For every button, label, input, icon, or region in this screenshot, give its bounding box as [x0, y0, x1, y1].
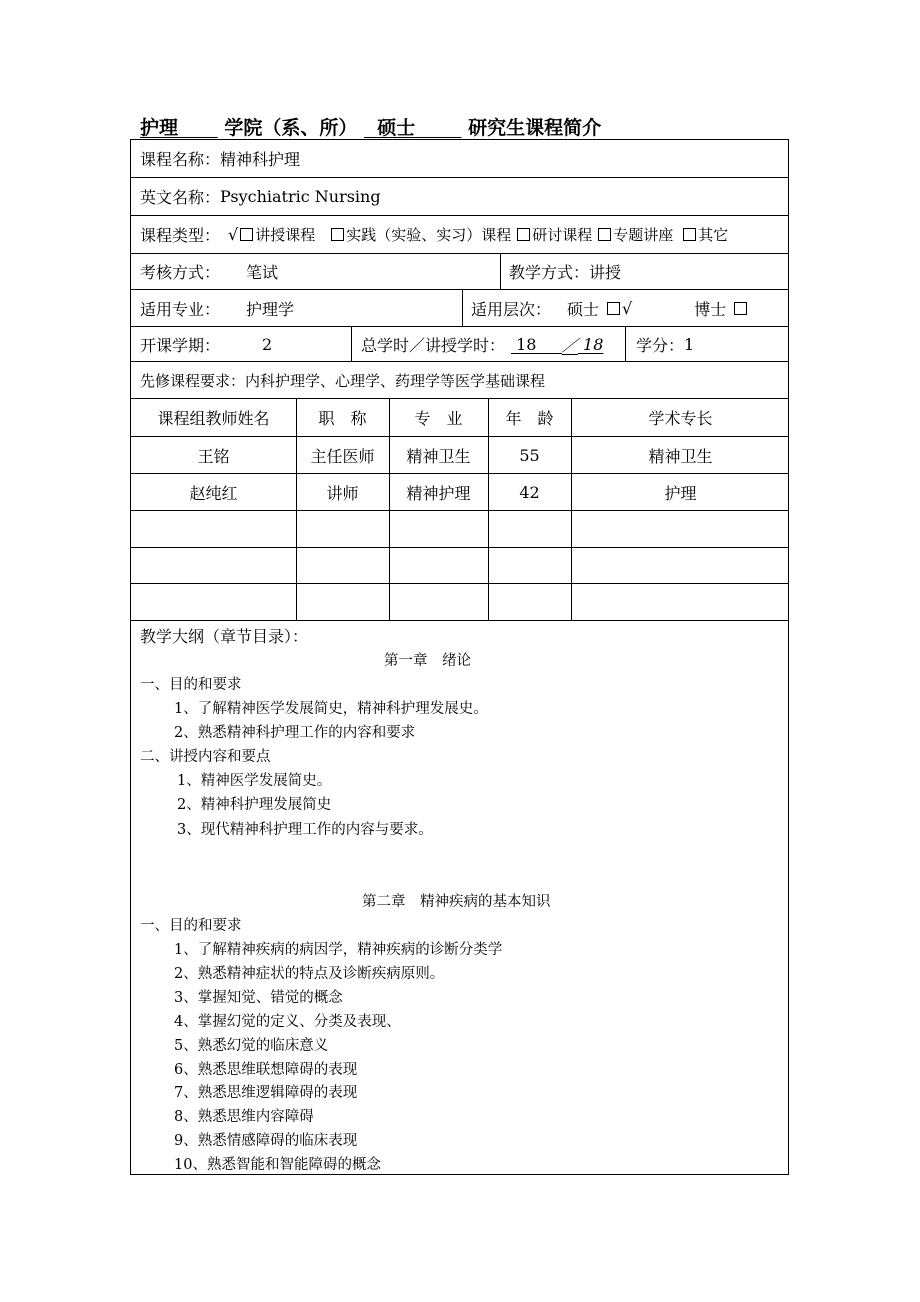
checkbox-practice[interactable]: [331, 228, 344, 241]
table-cell: [571, 548, 790, 583]
table-cell: 讲师: [326, 483, 359, 503]
title-degree-line: [364, 117, 462, 139]
course-name-label: 课程名称：: [140, 150, 221, 169]
table-header-cell: 学术专长: [648, 409, 713, 428]
ch1-goal-heading: 一、目的和要求: [140, 677, 242, 693]
table-cell: [131, 548, 296, 583]
title-school: 护理: [140, 117, 179, 139]
table-cell: [131, 511, 296, 547]
table-cell: 王铭: [197, 446, 230, 466]
course-name-value: 精神科护理: [220, 150, 301, 169]
english-name-value: Psychiatric Nursing: [220, 187, 381, 206]
ch2-goal-item: 7、熟悉思维逻辑障碍的表现: [174, 1085, 358, 1102]
row-english-name: [131, 178, 788, 216]
row-prerequisites: [131, 362, 788, 399]
course-name-cell: [131, 140, 788, 177]
divider: [500, 254, 501, 289]
table-cell: 精神护理: [406, 483, 471, 503]
level-master-check: √: [622, 298, 633, 318]
english-name-cell: [131, 178, 788, 215]
prereq-cell: [131, 362, 788, 398]
table-cell: [389, 548, 488, 583]
checkbox-seminar[interactable]: [517, 228, 530, 241]
teach-method-cell: [509, 254, 788, 289]
hours-sep: ／: [561, 335, 578, 355]
chapter-1-title: 第一章 绪论: [384, 653, 471, 669]
table-cell: 55: [519, 445, 540, 465]
row-semester-hours: [131, 327, 788, 362]
ch2-goal-item: 3、掌握知觉、错觉的概念: [174, 989, 343, 1006]
ch2-goal-item: 6、熟悉思维联想障碍的表现: [174, 1061, 358, 1078]
page-title: [140, 113, 601, 140]
ch2-goal-item: 5、熟悉幻觉的临床意义: [174, 1037, 329, 1054]
ch2-goal-item: 8、熟悉思维内容障碍: [174, 1109, 314, 1126]
table-header-cell: 专 业: [414, 409, 463, 428]
teach-method-label: 教学方式：: [509, 263, 590, 282]
total-hours: 18: [516, 334, 537, 354]
table-row: [131, 548, 788, 584]
ch1-goal-item: 1、了解精神医学发展简史，精神科护理发展史。: [174, 701, 488, 717]
major-cell: [131, 290, 462, 326]
course-type-cell: [131, 216, 788, 253]
course-table: [130, 139, 789, 1175]
table-cell: [488, 511, 571, 547]
ch2-goal-item: 9、熟悉情感障碍的临床表现: [174, 1133, 358, 1150]
row-course-type: [131, 216, 788, 254]
title-degree-suffix: 研究生课程简介: [468, 117, 602, 139]
syllabus: [131, 621, 788, 1174]
type-option-lecture: 讲授课程: [255, 226, 316, 244]
lecture-hours: 18: [583, 334, 604, 354]
table-cell: [296, 548, 389, 583]
row-course-name: [131, 140, 788, 178]
checkbox-master[interactable]: [607, 302, 620, 315]
hours-cell: [361, 327, 626, 361]
table-cell: 护理: [664, 483, 697, 503]
english-name-label: 英文名称：: [140, 188, 221, 207]
table-row: [131, 511, 788, 548]
ch2-goal-heading: 一、目的和要求: [140, 918, 242, 934]
title-school-blank: [178, 117, 218, 139]
table-header-cell: 年 龄: [505, 409, 554, 428]
teach-method-value: 讲授: [589, 263, 622, 282]
table-cell: [488, 584, 571, 620]
checkbox-lecture[interactable]: [240, 228, 253, 241]
table-cell: 精神卫生: [648, 446, 713, 466]
level-cell: [471, 290, 788, 326]
table-cell: [296, 584, 389, 620]
exam-cell: [131, 254, 500, 289]
ch1-content-item: 1、精神医学发展简史。: [177, 773, 332, 789]
credit-value: 1: [684, 334, 695, 354]
type-option-other: 其它: [698, 226, 729, 244]
type-option-seminar: 研讨课程: [532, 226, 593, 244]
semester-value: 2: [262, 334, 273, 354]
checkbox-lecture-series[interactable]: [598, 228, 611, 241]
table-cell: [389, 584, 488, 620]
table-cell: [571, 584, 790, 620]
major-label: 适用专业：: [140, 299, 221, 319]
table-row: [131, 584, 788, 621]
table-row: [131, 474, 788, 511]
table-header-cell: 职 称: [318, 409, 367, 428]
table-cell: [571, 511, 790, 547]
semester-cell: [131, 327, 351, 361]
prereq-label: 先修课程要求：: [140, 371, 246, 390]
major-value: 护理学: [246, 299, 295, 319]
ch1-goal-item: 2、熟悉精神科护理工作的内容和要求: [174, 725, 416, 741]
title-school-suffix: 学院（系、所）: [224, 117, 358, 139]
divider: [625, 327, 626, 361]
table-cell: [131, 584, 296, 620]
hours-label: 总学时／讲授学时：: [361, 335, 506, 355]
semester-label: 开课学期：: [140, 335, 221, 355]
checkbox-phd[interactable]: [734, 302, 747, 315]
exam-value: 笔试: [246, 263, 279, 282]
checkbox-other[interactable]: [683, 228, 696, 241]
credit-cell: [636, 327, 788, 361]
level-phd: 博士: [694, 299, 727, 319]
ch1-content-heading: 二、讲授内容和要点: [140, 749, 271, 765]
exam-label: 考核方式：: [140, 263, 221, 282]
level-master: 硕士: [567, 299, 600, 319]
ch2-goal-item: 2、熟悉精神症状的特点及诊断疾病原则。: [174, 965, 445, 982]
chapter-2-title: 第二章 精神疾病的基本知识: [362, 894, 551, 910]
table-cell: [296, 511, 389, 547]
table-cell: [389, 511, 488, 547]
teacher-header-row: [131, 399, 788, 437]
credit-label: 学分：: [636, 335, 685, 355]
ch2-goal-item: 1、了解精神疾病的病因学，精神疾病的诊断分类学: [174, 942, 503, 958]
row-exam-method: [131, 254, 788, 290]
syllabus-heading: 教学大纲（章节目录）：: [140, 627, 309, 646]
table-cell: 42: [519, 482, 540, 502]
divider: [462, 290, 463, 326]
table-header-cell: 课程组教师姓名: [157, 409, 270, 428]
type-option-practice: 实践（实验、实习）课程: [346, 226, 512, 244]
table-cell: 赵纯红: [189, 483, 238, 503]
table-row: [131, 437, 788, 474]
row-major-level: [131, 290, 788, 327]
table-cell: 主任医师: [310, 446, 375, 466]
prereq-value: 内科护理学、心理学、药理学等医学基础课程: [245, 371, 546, 390]
ch2-goal-item: 10、熟悉智能和智能障碍的概念: [174, 1157, 381, 1174]
level-label: 适用层次：: [471, 299, 552, 319]
course-type-label: 课程类型：: [140, 226, 221, 245]
title-degree: 硕士: [377, 117, 416, 139]
ch2-goal-item: 4、掌握幻觉的定义、分类及表现、: [174, 1013, 401, 1030]
type-option-lecture-series: 专题讲座: [613, 226, 674, 244]
table-cell: 精神卫生: [406, 446, 471, 466]
ch1-content-item: 2、精神科护理发展简史: [177, 797, 332, 813]
ch1-content-item: 3、现代精神科护理工作的内容与要求。: [177, 822, 433, 838]
course-type-check: √: [228, 225, 239, 244]
divider: [351, 327, 352, 361]
table-cell: [488, 548, 571, 583]
